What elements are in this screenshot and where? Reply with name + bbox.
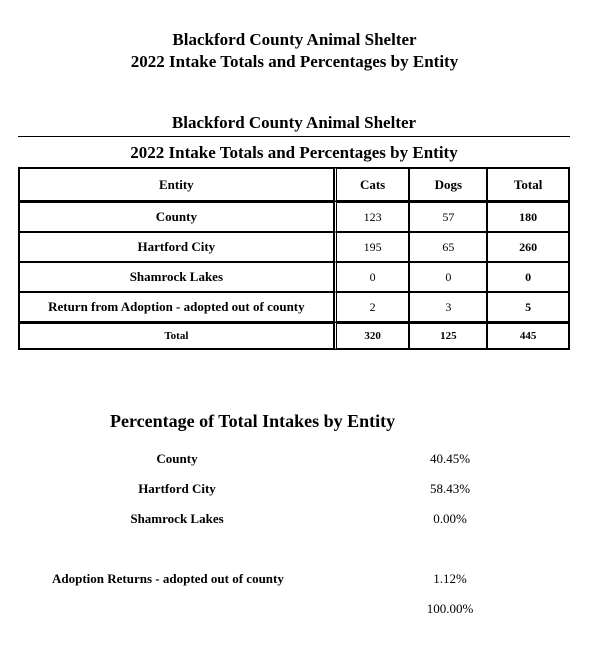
percentage-heading: Percentage of Total Intakes by Entity bbox=[110, 411, 396, 431]
percentage-value: 1.12% bbox=[433, 571, 467, 586]
percentage-value: 40.45% bbox=[429, 451, 471, 466]
percentage-value: 58.43% bbox=[429, 481, 471, 496]
percentage-label: Adoption Returns - adopted out of county bbox=[52, 571, 284, 586]
cats-cell: 195 bbox=[334, 232, 410, 262]
section-title: Blackford County Animal Shelter bbox=[171, 113, 417, 132]
cats-cell: 0 bbox=[334, 262, 410, 292]
section-subtitle: 2022 Intake Totals and Percentages by Entity bbox=[130, 143, 458, 162]
entity-cell: Shamrock Lakes bbox=[19, 262, 334, 292]
table-row bbox=[19, 262, 569, 292]
dogs-cell: 65 bbox=[409, 232, 487, 262]
entity-cell: County bbox=[19, 201, 334, 232]
table-header-row bbox=[19, 168, 569, 201]
percentage-label: Hartford City bbox=[138, 481, 216, 496]
entity-cell: Hartford City bbox=[19, 232, 334, 262]
page-title: Blackford County Animal Shelter bbox=[172, 30, 417, 49]
intake-table bbox=[18, 167, 570, 350]
table-total-row bbox=[19, 322, 569, 349]
total-label-cell: Total bbox=[19, 322, 334, 349]
cats-total-cell: 320 bbox=[334, 322, 410, 349]
table-row bbox=[19, 201, 569, 232]
percentage-value: 0.00% bbox=[433, 511, 467, 526]
table-row bbox=[19, 232, 569, 262]
section-divider bbox=[18, 136, 570, 137]
percentage-label: County bbox=[156, 451, 198, 466]
page-subtitle: 2022 Intake Totals and Percentages by Entity bbox=[130, 52, 459, 71]
total-cell: 5 bbox=[487, 292, 569, 322]
cats-cell: 2 bbox=[334, 292, 410, 322]
percentage-grand-total: 100.00% bbox=[426, 601, 474, 616]
dogs-total-cell: 125 bbox=[409, 322, 487, 349]
percentage-label: Shamrock Lakes bbox=[130, 511, 224, 526]
dogs-cell: 57 bbox=[409, 201, 487, 232]
column-header-total: Total bbox=[487, 168, 569, 201]
total-cell: 180 bbox=[487, 201, 569, 232]
column-header-entity: Entity bbox=[19, 168, 334, 201]
cats-cell: 123 bbox=[334, 201, 410, 232]
column-header-dogs: Dogs bbox=[409, 168, 487, 201]
column-header-cats: Cats bbox=[334, 168, 410, 201]
dogs-cell: 3 bbox=[409, 292, 487, 322]
total-cell: 260 bbox=[487, 232, 569, 262]
dogs-cell: 0 bbox=[409, 262, 487, 292]
grand-total-cell: 445 bbox=[487, 322, 569, 349]
entity-cell: Return from Adoption - adopted out of county bbox=[19, 292, 334, 322]
total-cell: 0 bbox=[487, 262, 569, 292]
table-row bbox=[19, 292, 569, 322]
